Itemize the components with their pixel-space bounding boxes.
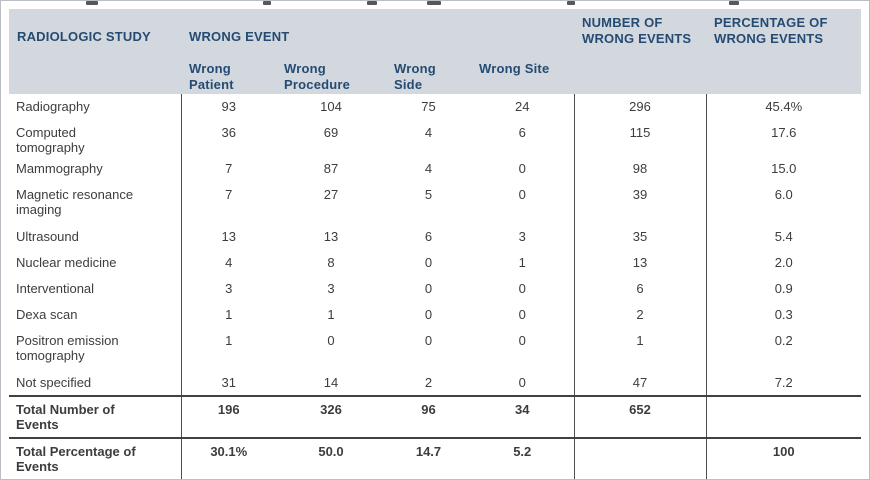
cell-wrong-side: 0 bbox=[424, 280, 433, 296]
cell-wrong-procedure: 3 bbox=[327, 280, 335, 296]
total-label: Total Number of Events bbox=[16, 401, 115, 433]
cell-wrong-procedure-total-pct: 50.0 bbox=[276, 438, 386, 480]
cell-study bbox=[9, 328, 181, 370]
subcol-header-wrong-procedure bbox=[276, 55, 386, 94]
cell-percentage-total bbox=[706, 396, 861, 438]
subcol-header-wrong-side bbox=[386, 55, 471, 94]
subcol-label: Wrong Site bbox=[479, 61, 550, 76]
cell-wrong-site: 3 bbox=[471, 224, 574, 250]
cell-wrong-site: 0 bbox=[471, 276, 574, 302]
study-label: Magnetic resonance imaging bbox=[16, 186, 134, 218]
table-row-magnetic-resonance-imaging bbox=[9, 182, 861, 224]
cell-study bbox=[9, 250, 181, 276]
study-label: Dexa scan bbox=[16, 306, 78, 322]
study-label: Not specified bbox=[16, 374, 92, 390]
cell-percentage: 0.3 bbox=[774, 306, 793, 322]
table-body bbox=[9, 94, 861, 480]
cell-wrong-procedure: 69 bbox=[323, 124, 339, 140]
table-row-total-percentage bbox=[9, 438, 861, 480]
table-row-radiography bbox=[9, 94, 861, 120]
cell-percentage: 17.6 bbox=[771, 124, 797, 140]
cell-study bbox=[9, 156, 181, 182]
cell-number: 35 bbox=[574, 224, 706, 250]
cell-wrong-side: 0 bbox=[424, 332, 433, 348]
cell-wrong-site: 6 bbox=[471, 120, 574, 156]
table-row-computed-tomography bbox=[9, 120, 861, 156]
study-label: Ultrasound bbox=[16, 228, 79, 244]
subcol-header-wrong-site bbox=[471, 55, 574, 94]
table-row-mammography bbox=[9, 156, 861, 182]
cell-wrong-patient-total-pct: 30.1% bbox=[181, 438, 276, 480]
cell-study bbox=[9, 276, 181, 302]
cell-wrong-site: 0 bbox=[471, 182, 574, 224]
cell-number: 13 bbox=[574, 250, 706, 276]
cell-wrong-procedure: 0 bbox=[327, 332, 335, 348]
cell-wrong-side-total: 96 bbox=[386, 396, 471, 438]
scan-artifact bbox=[263, 1, 271, 5]
col-header-radiologic-study: RADIOLOGIC STUDY bbox=[9, 9, 181, 55]
cell-wrong-side-total-pct: 14.7 bbox=[386, 438, 471, 480]
header-spacer bbox=[9, 55, 181, 94]
cell-percentage: 0.2 bbox=[774, 332, 793, 348]
cell-wrong-patient: 7 bbox=[225, 186, 233, 202]
cell-wrong-procedure: 1 bbox=[327, 306, 335, 322]
cell-wrong-patient: 93 bbox=[221, 98, 236, 114]
cell-wrong-patient: 3 bbox=[225, 280, 233, 296]
cell-wrong-patient-total: 196 bbox=[181, 396, 276, 438]
cell-study bbox=[9, 370, 181, 396]
cell-percentage: 5.4 bbox=[774, 228, 793, 244]
table-row-not-specified bbox=[9, 370, 861, 396]
scan-artifact bbox=[729, 1, 739, 5]
cell-wrong-side: 5 bbox=[424, 186, 433, 202]
col-header-wrong-event: WRONG EVENT bbox=[181, 9, 574, 55]
cell-percentage: 15.0 bbox=[771, 160, 797, 176]
scan-artifact bbox=[86, 1, 98, 5]
cell-wrong-procedure: 13 bbox=[323, 228, 339, 244]
study-label: Computed tomography bbox=[16, 124, 85, 156]
cell-wrong-site: 24 bbox=[471, 94, 574, 120]
cell-number-total: 652 bbox=[574, 396, 706, 438]
cell-number: 2 bbox=[574, 302, 706, 328]
cell-wrong-site: 0 bbox=[471, 328, 574, 370]
scan-artifact bbox=[567, 1, 575, 5]
cell-wrong-patient: 1 bbox=[225, 332, 233, 348]
study-label: Radiography bbox=[16, 98, 90, 114]
cell-wrong-site: 0 bbox=[471, 156, 574, 182]
cell-percentage: 0.9 bbox=[774, 280, 793, 296]
cell-number: 39 bbox=[574, 182, 706, 224]
cell-wrong-side: 6 bbox=[424, 228, 433, 244]
col-header-number-of-wrong-events: NUMBER OF WRONG EVENTS bbox=[574, 9, 706, 94]
table-header bbox=[9, 9, 861, 94]
wrong-events-table bbox=[9, 9, 861, 480]
cell-total-label bbox=[9, 438, 181, 480]
table-row-nuclear-medicine bbox=[9, 250, 861, 276]
cell-wrong-site: 0 bbox=[471, 302, 574, 328]
cell-number: 47 bbox=[574, 370, 706, 396]
cell-wrong-side: 75 bbox=[421, 98, 436, 114]
subcol-header-wrong-patient bbox=[181, 55, 276, 94]
cell-number: 6 bbox=[574, 276, 706, 302]
cell-wrong-side: 4 bbox=[424, 160, 433, 176]
cell-wrong-procedure: 14 bbox=[323, 374, 339, 390]
cell-study bbox=[9, 94, 181, 120]
study-label: Positron emission tomography bbox=[16, 332, 119, 364]
cell-wrong-patient: 13 bbox=[221, 228, 236, 244]
cell-percentage: 45.4% bbox=[765, 98, 803, 114]
table-row-ultrasound bbox=[9, 224, 861, 250]
table-row-dexa-scan bbox=[9, 302, 861, 328]
cell-number: 296 bbox=[574, 94, 706, 120]
cell-wrong-procedure: 27 bbox=[323, 186, 339, 202]
cell-study bbox=[9, 302, 181, 328]
cell-total-label bbox=[9, 396, 181, 438]
cell-wrong-patient: 1 bbox=[225, 306, 233, 322]
cell-wrong-procedure: 8 bbox=[327, 254, 335, 270]
cell-number-total-pct bbox=[574, 438, 706, 480]
table-row-positron-emission-tomography bbox=[9, 328, 861, 370]
cell-wrong-side: 0 bbox=[424, 306, 433, 322]
cell-wrong-side: 0 bbox=[424, 254, 433, 270]
col-header-percentage-of-wrong-events: PERCENTAGE OF WRONG EVENTS bbox=[706, 9, 861, 94]
study-label: Mammography bbox=[16, 160, 103, 176]
cell-wrong-patient: 4 bbox=[225, 254, 233, 270]
table-row-total-number bbox=[9, 396, 861, 438]
cell-percentage: 6.0 bbox=[774, 186, 793, 202]
scan-artifact bbox=[367, 1, 377, 5]
cell-percentage-total-pct: 100 bbox=[706, 438, 861, 480]
cell-percentage: 7.2 bbox=[774, 374, 793, 390]
scan-artifact bbox=[427, 1, 441, 5]
cell-wrong-procedure: 87 bbox=[323, 160, 339, 176]
cell-percentage: 2.0 bbox=[774, 254, 793, 270]
cell-wrong-patient: 31 bbox=[221, 374, 236, 390]
header-row-main bbox=[9, 9, 861, 55]
cell-wrong-patient: 7 bbox=[225, 160, 233, 176]
cell-wrong-site: 1 bbox=[471, 250, 574, 276]
subcol-label: Wrong Patient bbox=[189, 61, 234, 93]
cell-wrong-procedure: 104 bbox=[320, 98, 342, 114]
cell-number: 1 bbox=[574, 328, 706, 370]
cell-number: 98 bbox=[574, 156, 706, 182]
cell-wrong-procedure-total: 326 bbox=[276, 396, 386, 438]
cell-wrong-side: 2 bbox=[424, 374, 433, 390]
subcol-label: Wrong Procedure bbox=[284, 61, 351, 93]
total-label: Total Percentage of Events bbox=[16, 443, 136, 475]
cell-wrong-site-total-pct: 5.2 bbox=[471, 438, 574, 480]
cell-wrong-side: 4 bbox=[424, 124, 433, 140]
cell-wrong-site-total: 34 bbox=[471, 396, 574, 438]
cell-study bbox=[9, 224, 181, 250]
cell-study bbox=[9, 120, 181, 156]
cell-study bbox=[9, 182, 181, 224]
table-row-interventional bbox=[9, 276, 861, 302]
subcol-label: Wrong Side bbox=[394, 61, 436, 93]
study-label: Interventional bbox=[16, 280, 95, 296]
study-label: Nuclear medicine bbox=[16, 254, 117, 270]
cell-wrong-patient: 36 bbox=[221, 124, 236, 140]
cell-number: 115 bbox=[574, 120, 706, 156]
cell-wrong-site: 0 bbox=[471, 370, 574, 396]
